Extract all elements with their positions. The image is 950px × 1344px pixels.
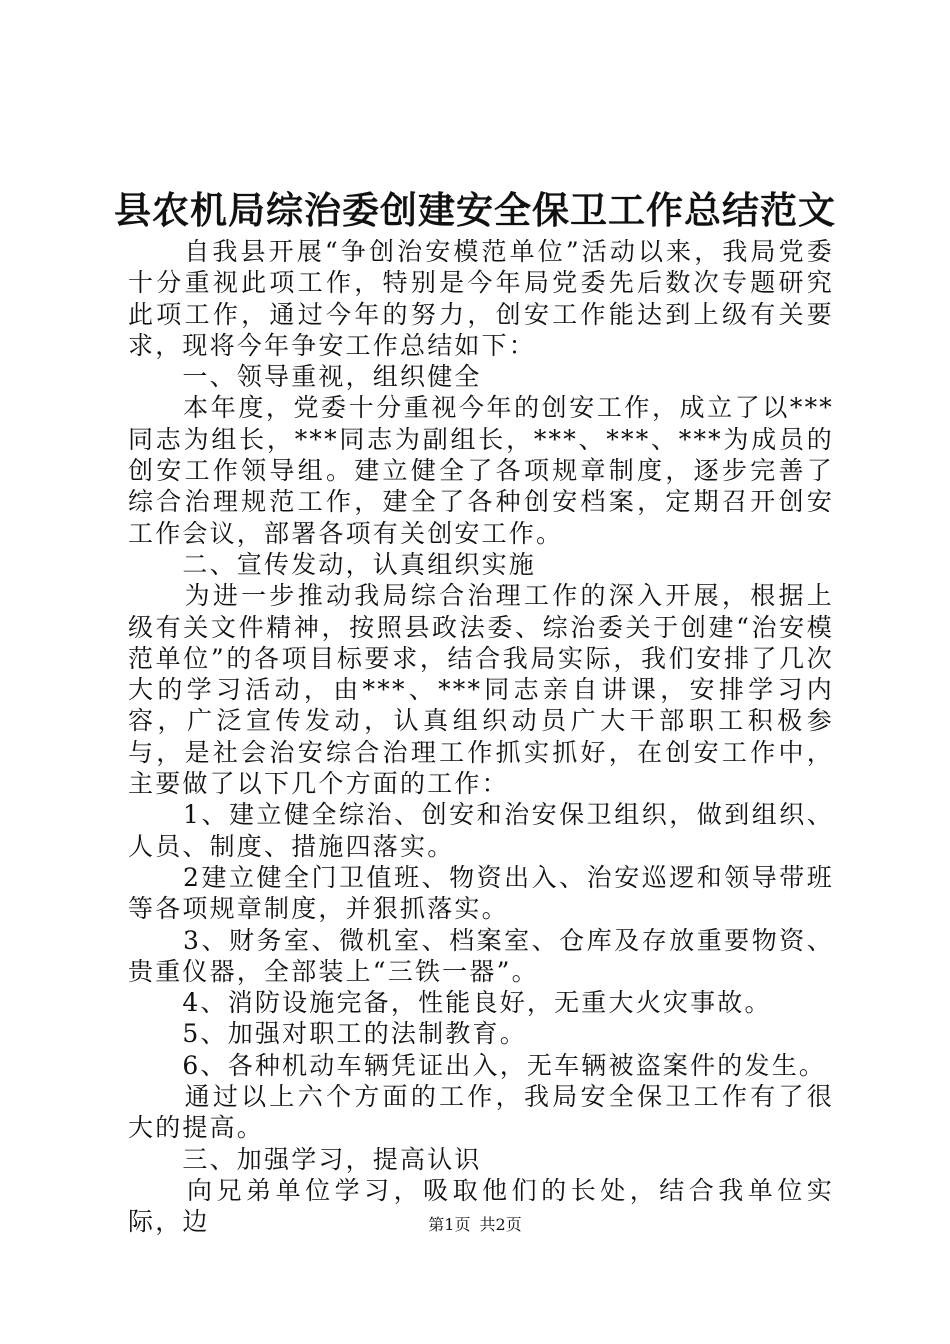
paragraph-section-3: 向兄弟单位学习，吸取他们的长处，结合我单位实际，边 xyxy=(128,1175,834,1237)
section-heading-2: 二、宣传发动，认真组织实施 xyxy=(128,549,537,579)
paragraph-section-1: 本年度，党委十分重视今年的创安工作，成立了以***同志为组长，***同志为副组长，***、***、***为成员的创安工作领导组。建立健全了各项规章制度，逐步完善了综合治理规范工作，建全了各种创安档案，定期召开创安工作会议，部署各项有关创安工作。 xyxy=(128,393,834,548)
list-item-5: 5、加强对职工的法制教育。 xyxy=(128,1019,527,1049)
list-item-1: 1、建立健全综治、创安和治安保卫组织，做到组织、人员、制度、措施四落实。 xyxy=(128,800,834,861)
list-item-2: 2建立健全门卫值班、物资出入、治安巡逻和领导带班等各项规章制度，并狠抓落实。 xyxy=(128,862,834,924)
list-item-6: 6、各种机动车辆凭证出入，无车辆被盗案件的发生。 xyxy=(128,1050,827,1080)
list-item-3: 3、财务室、微机室、档案室、仓库及存放重要物资、贵重仪器，全部装上“三铁一器”。 xyxy=(128,925,834,986)
paragraph-summary: 通过以上六个方面的工作，我局安全保卫工作有了很大的提高。 xyxy=(128,1082,834,1143)
document-title: 县农机局综治委创建安全保卫工作总结范文 xyxy=(114,188,836,232)
paragraph-intro: 自我县开展“争创治安模范单位”活动以来，我局党委十分重视此项工作，特别是今年局党委先后数次专题研究此项工作，通过今年的努力，创安工作能达到上级有关要求，现将今年争安工作总结如下： xyxy=(128,237,834,360)
document-body xyxy=(128,236,834,1238)
section-heading-1: 一、领导重视，组织健全 xyxy=(128,362,482,392)
page-number-total: 共2页 xyxy=(479,1215,522,1234)
page-footer xyxy=(0,1214,950,1236)
paragraph-section-2: 为进一步推动我局综合治理工作的深入开展，根据上级有关文件精神，按照县政法委、综治委关于创建“治安模范单位”的各项目标要求，结合我局实际，我们安排了几次大的学习活动，由***、***同志亲自讲课，安排学习内容，广泛宣传发动，认真组织动员广大干部职工积极参与，是社会治安综合治理工作抓实抓好，在创安工作中，主要做了以下几个方面的工作： xyxy=(128,581,834,799)
list-item-4: 4、消防设施完备，性能良好，无重大火灾事故。 xyxy=(128,988,772,1018)
section-heading-3: 三、加强学习，提高认识 xyxy=(128,1144,482,1174)
page-number-current: 第1页 xyxy=(428,1215,471,1234)
